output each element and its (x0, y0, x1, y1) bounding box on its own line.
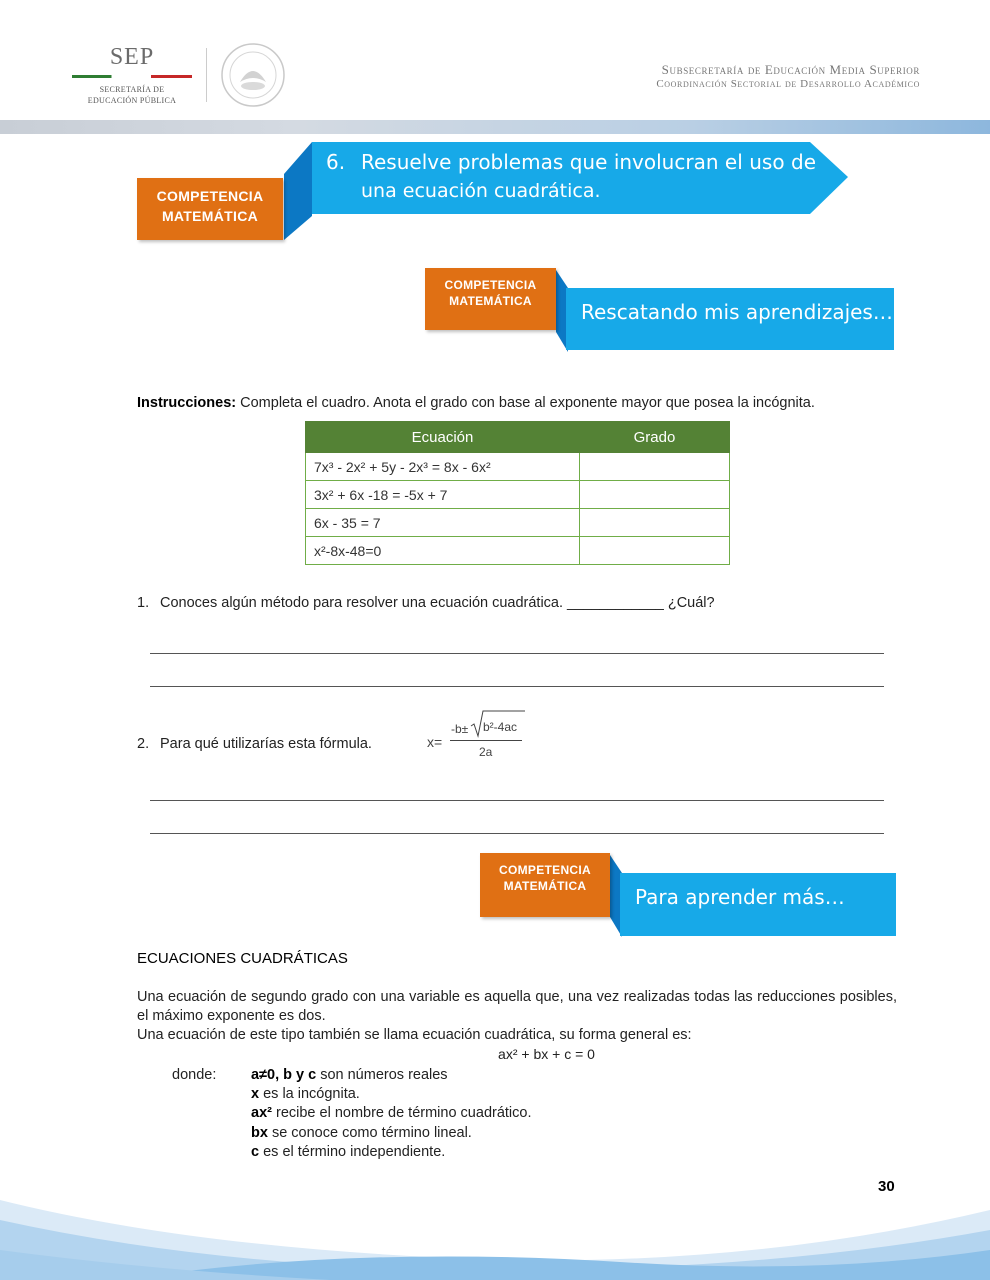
definition-term: c (251, 1144, 260, 1160)
definition-text: es el término independiente. (259, 1144, 446, 1160)
donde-label: donde: (172, 1067, 217, 1083)
logo-divider (206, 48, 207, 102)
grade-cell[interactable] (580, 537, 730, 565)
definition-text: se conoce como término lineal. (267, 1125, 472, 1141)
mexico-seal-icon (220, 42, 286, 108)
grade-cell[interactable] (580, 509, 730, 537)
instructions-label: Instrucciones: (137, 395, 237, 411)
sep-logo (72, 44, 192, 106)
definition-text: recibe el nombre de término cuadrático. (271, 1105, 532, 1121)
q1-text: Conoces algún método para resolver una ecuación cuadrática. ____________ ¿Cuál? (160, 595, 715, 611)
formula-numerator-b: -b± (451, 722, 469, 736)
banner1-title-line2: una ecuación cuadrática. (361, 180, 601, 202)
degree-table (305, 421, 730, 565)
answer-line[interactable] (150, 653, 884, 654)
table-row (306, 537, 730, 565)
formula-denominator: 2a (479, 745, 493, 759)
q2-text: Para qué utilizarías esta fórmula. (160, 736, 372, 752)
banner1-title-line1: Resuelve problemas que involucran el uso de (361, 150, 816, 174)
page-number: 30 (878, 1178, 895, 1195)
header-coordinacion: Coordinación Sectorial de Desarrollo Académico (656, 78, 920, 90)
general-form: ax² + bx + c = 0 (498, 1046, 595, 1062)
banner3-competencia: COMPETENCIA MATEMÁTICA (480, 853, 610, 917)
definition-text: es la incógnita. (259, 1086, 360, 1102)
definition-item (251, 1104, 532, 1123)
definition-item (251, 1143, 445, 1162)
definition-term: ax² (251, 1105, 272, 1121)
q1-number: 1. (137, 595, 150, 611)
answer-line[interactable] (150, 686, 884, 687)
equation-cell: x²-8x-48=0 (306, 537, 580, 565)
table-header-equation: Ecuación (306, 422, 580, 453)
section-heading: ECUACIONES CUADRÁTICAS (137, 950, 348, 967)
grade-cell[interactable] (580, 481, 730, 509)
top-color-bar (0, 120, 990, 134)
definition-item (251, 1085, 360, 1104)
banner1-competencia: COMPETENCIA MATEMÁTICA (137, 178, 283, 240)
sep-color-rule (72, 75, 192, 78)
table-header-row (306, 422, 730, 453)
equation-cell: 3x² + 6x -18 = -5x + 7 (306, 481, 580, 509)
equation-cell: 7x³ - 2x² + 5y - 2x³ = 8x - 6x² (306, 453, 580, 481)
instructions-text: Completa el cuadro. Anota el grado con base al exponente mayor que posea la incógnita. (236, 395, 815, 411)
grade-cell[interactable] (580, 453, 730, 481)
sep-subtitle-2: EDUCACIÓN PÚBLICA (87, 96, 177, 105)
table-header-grade: Grado (580, 422, 730, 453)
section-paragraph-1: Una ecuación de segundo grado con una variable es aquella que, una vez realizadas todas las reducciones posibles, el máximo exponente es dos. (137, 989, 897, 1024)
answer-line[interactable] (150, 800, 884, 801)
definition-text: son números reales (316, 1067, 448, 1083)
fraction-bar (450, 740, 522, 741)
formula-radicand: b²-4ac (483, 720, 518, 734)
header-right (656, 62, 920, 90)
answer-line[interactable] (150, 833, 884, 834)
banner2-competencia: COMPETENCIA MATEMÁTICA (425, 268, 556, 330)
definition-term: a≠0, b y c (251, 1067, 317, 1083)
sep-title: SEP (109, 44, 155, 70)
header-subsecretaria: Subsecretaría de Educación Media Superior (661, 62, 920, 77)
formula-x: x= (427, 734, 443, 750)
table-row (306, 453, 730, 481)
sep-subtitle-1: SECRETARÍA DE (99, 85, 165, 94)
equation-cell: 6x - 35 = 7 (306, 509, 580, 537)
section-paragraph-2: Una ecuación de este tipo también se llama ecuación cuadrática, su forma general es: (137, 1027, 692, 1043)
banner2-title: Rescatando mis aprendizajes… (581, 300, 893, 324)
table-row (306, 481, 730, 509)
footer-wave-decoration (0, 1190, 990, 1280)
definition-item (251, 1066, 448, 1085)
instructions (137, 394, 857, 413)
table-row (306, 509, 730, 537)
definition-term: bx (251, 1125, 268, 1141)
definition-item (251, 1124, 472, 1143)
definition-term: x (251, 1086, 260, 1102)
q2-number: 2. (137, 736, 150, 752)
banner1-number: 6. (326, 150, 346, 174)
banner3-title: Para aprender más… (635, 885, 845, 909)
